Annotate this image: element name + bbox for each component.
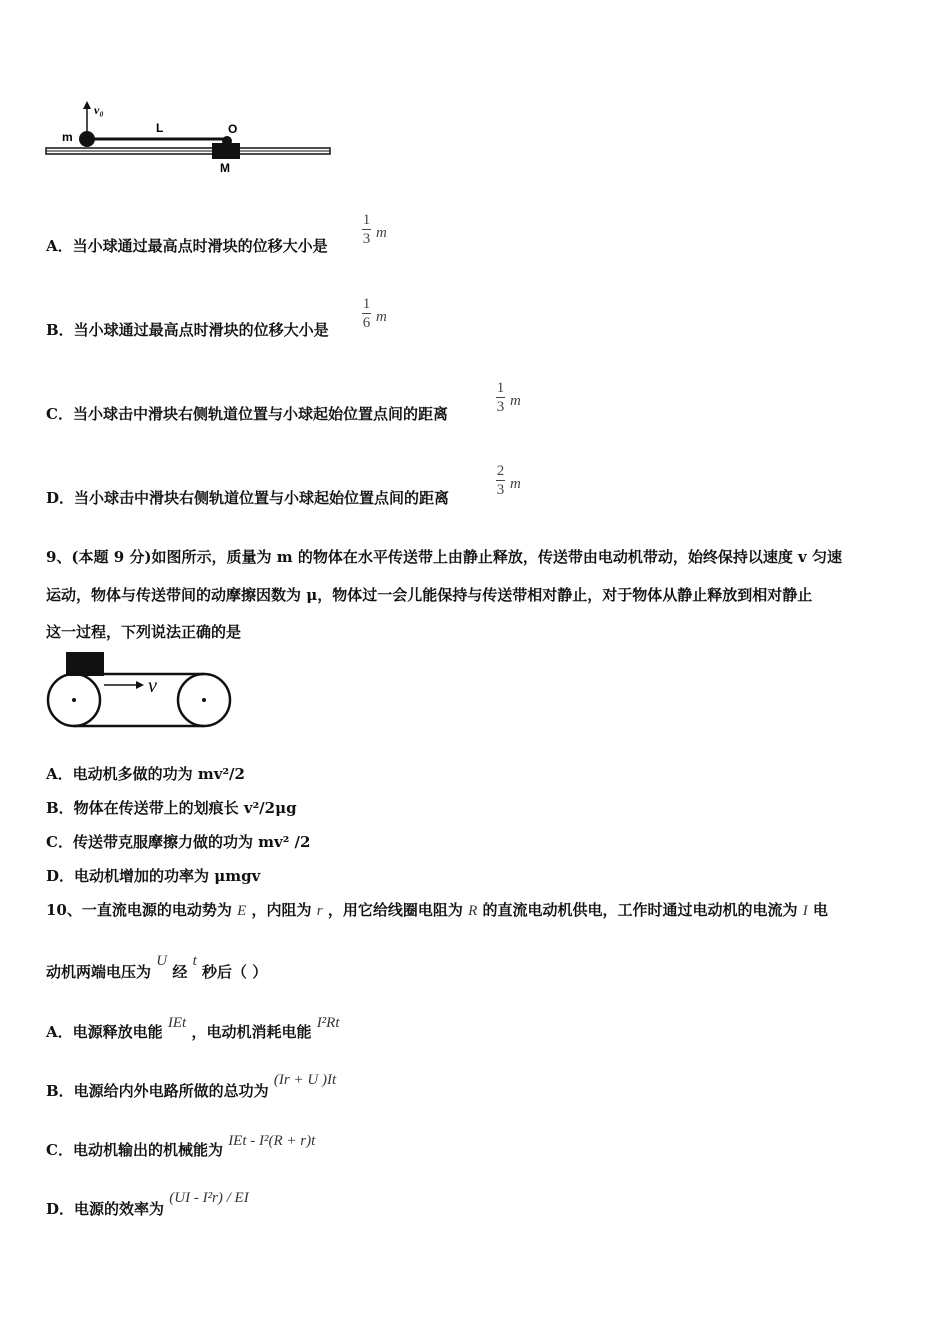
q10-text-6: 动机两端电压为 (46, 963, 152, 981)
q10-text-5: 电 (813, 901, 829, 919)
q10-option-b-text: B．电源给内外电路所做的总功为 (46, 1082, 269, 1100)
left-axle (72, 698, 76, 702)
q8-option-a-unit: m (376, 225, 387, 241)
fraction-denominator: 3 (496, 399, 505, 415)
q10-option-c-text: C．电动机输出的机械能为 (46, 1141, 223, 1159)
fraction-denominator: 6 (362, 315, 371, 331)
q10-stem-line1 (46, 900, 828, 921)
q10-option-a (46, 1015, 340, 1043)
q9-stem-line2: 运动，物体与传送带间的动摩擦因数为 μ，物体过一会儿能保持与传送带相对静止，对于物体从静止释放到相对静止 (46, 586, 813, 604)
q10-option-b (46, 1072, 337, 1102)
internal-r: r (316, 903, 323, 919)
q8-option-c-text: C．当小球击中滑块右侧轨道位置与小球起始位置点间的距离 (46, 405, 448, 423)
q8-option-d-fraction (496, 463, 505, 498)
time-t: t (192, 953, 197, 969)
q8-option-b-text: B．当小球通过最高点时滑块的位移大小是 (46, 321, 329, 339)
label-v0: v₀ (94, 103, 104, 117)
q8-option-d (46, 488, 449, 508)
q8-option-a-fraction (362, 212, 371, 247)
label-v: v (148, 675, 157, 697)
q10-option-a-expr2: I²Rt (316, 1015, 340, 1031)
q10-option-a-expr1: IEt (167, 1015, 187, 1031)
label-O: O (228, 122, 238, 136)
arrow-head (136, 681, 144, 689)
fraction-denominator: 3 (496, 482, 505, 498)
arrow-head (83, 101, 91, 109)
q10-option-c-expr: IEt - I²(R + r)t (228, 1133, 316, 1149)
q8-option-a (46, 236, 328, 256)
q10-option-d-expr: (UI - I²r) / EI (169, 1190, 249, 1206)
q10-option-a-mid: ，电动机消耗电能 (191, 1023, 312, 1041)
q10-option-b-expr: (Ir + U )It (273, 1072, 337, 1088)
q10-option-a-text: A．电源释放电能 (46, 1023, 163, 1041)
ball-m (79, 131, 95, 147)
q8-option-b-fraction (362, 296, 371, 331)
coil-R: R (468, 903, 478, 919)
right-axle (202, 698, 206, 702)
q9-option-c: C．传送带克服摩擦力做的功为 mv² /2 (46, 833, 311, 851)
current-I: I (802, 903, 808, 919)
fraction-numerator: 1 (496, 380, 505, 396)
q9-stem-line1: 9、(本题 9 分)如图所示，质量为 m 的物体在水平传送带上由静止释放，传送带由电动机带动，始终保持以速度 v 匀速 (46, 548, 842, 566)
label-M: M (220, 161, 230, 175)
fraction-numerator: 1 (362, 296, 371, 312)
q10-option-c (46, 1133, 316, 1161)
q9-option-b: B．物体在传送带上的划痕长 v²/2μg (46, 799, 297, 817)
q8-option-a-text: A．当小球通过最高点时滑块的位移大小是 (46, 237, 328, 255)
q10-text-3: ，用它给线圈电阻为 (327, 901, 463, 919)
label-m: m (62, 130, 73, 144)
q8-option-c (46, 404, 448, 424)
q10-text-4: 的直流电动机供电，工作时通过电动机的电流为 (482, 901, 798, 919)
q9-option-a: A．电动机多做的功为 mv²/2 (46, 765, 245, 783)
q10-option-d (46, 1190, 249, 1220)
block-M (212, 143, 240, 159)
q9-option-d: D．电动机增加的功率为 μmgv (46, 867, 261, 885)
belt-block-m (66, 652, 104, 676)
q10-text-1: 10、一直流电源的电动势为 (46, 901, 232, 919)
q8-option-d-unit: m (510, 476, 521, 492)
voltage-U: U (156, 953, 168, 969)
fraction-numerator: 1 (362, 212, 371, 228)
q8-option-d-text: D．当小球击中滑块右侧轨道位置与小球起始位置点间的距离 (46, 489, 450, 507)
q8-option-b (46, 320, 329, 340)
q10-text-2: ，内阻为 (251, 901, 312, 919)
fraction-numerator: 2 (496, 463, 505, 479)
emf-E: E (237, 903, 247, 919)
q10-option-d-text: D．电源的效率为 (46, 1200, 165, 1218)
q10-text-7: 经 (172, 963, 188, 981)
figure-ball-slider (44, 98, 334, 178)
q8-option-c-fraction (496, 380, 505, 415)
label-L: L (156, 121, 164, 135)
fraction-denominator: 3 (362, 231, 371, 247)
figure-conveyor-belt (44, 650, 234, 730)
q9-stem-line3: 这一过程，下列说法正确的是 (46, 623, 242, 641)
q8-option-c-unit: m (510, 393, 521, 409)
q10-stem-line2 (46, 953, 268, 983)
q10-text-8: 秒后（ ） (201, 963, 268, 981)
q8-option-b-unit: m (376, 309, 387, 325)
